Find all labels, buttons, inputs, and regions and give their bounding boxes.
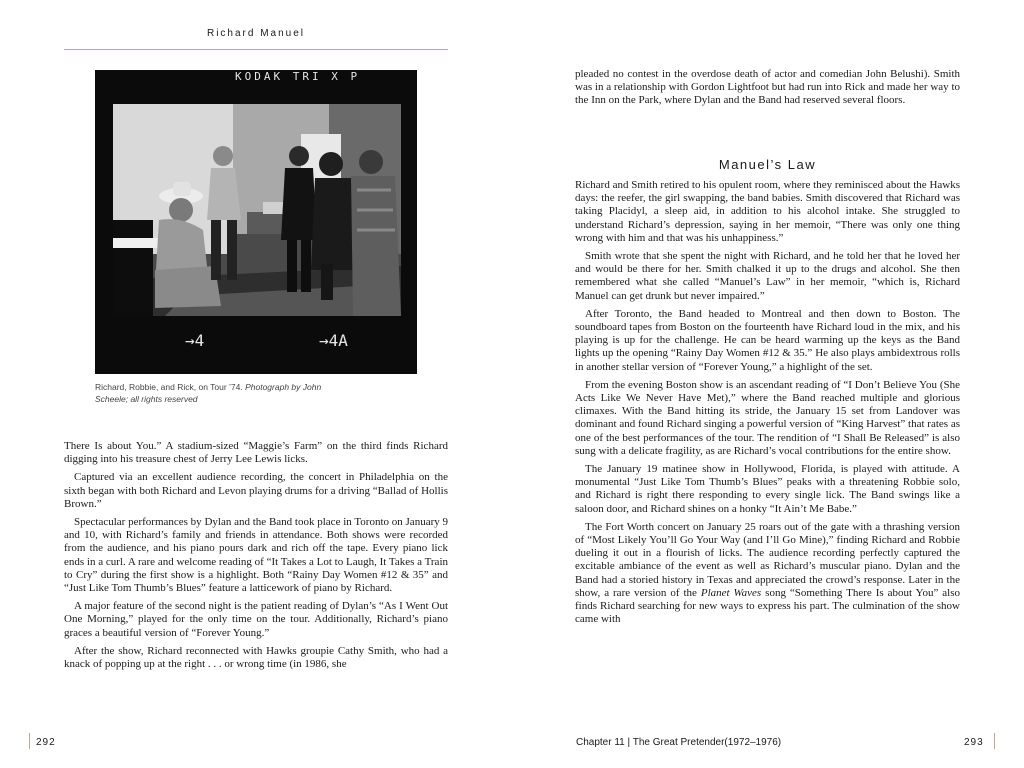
paragraph: Richard and Smith retired to his opulent room, where they reminisced about the Hawks days: the reefer, the girl swapping, the band babies. Smith discovered that Richard was taking Placidyl, a sleep aid, in addition to his alcohol intake. She struggled to understand Richard’s depression, saying in her memoir, “There was only one thing wrong with him and that was his unhappiness.” bbox=[575, 179, 960, 244]
paragraph: From the evening Boston show is an ascendant reading of “I Don’t Believe You (She Acts Like We Never Have Met),” where the Band reached multiple and glorious climaxes. With the Band hitting its stride, the January 15 set from Landover was dominant and found Richard singing a powerful version of “King Harvest” that rates as one of the best performances of the tour. The rendition of “I Shall Be Released” is also sung with a delicate fragility, as are Richard’s vocal contributions for the entire show. bbox=[575, 378, 960, 457]
paragraph bbox=[575, 521, 960, 627]
frame-marker-right: →4A bbox=[319, 331, 348, 350]
section-heading: Manuel’s Law bbox=[718, 157, 817, 172]
photograph bbox=[95, 70, 417, 374]
album-title: Planet Waves bbox=[700, 586, 762, 599]
paragraph: After Toronto, the Band headed to Montreal and then down to Boston. The soundboard tapes from Boston on the fourteenth have Richard loud in the mix, and his playing is up for the challenge. He can be heard warming up the keys as the Band lights up the opening “Rainy Day Women #12 & 35.” He also plays ambidextrous rolls in another stellar version of “Forever Young,” a highlight of the set. bbox=[575, 307, 960, 373]
header-rule bbox=[64, 49, 448, 50]
paragraph: Smith wrote that she spent the night with Richard, and he told her that he loved her and would be there for her. Smith chalked it up to the drugs and alcohol. She then remembered what she called “Manuel’s Law” in her memoir, “which is, Richard Manuel can get drunk but never impaired.” bbox=[575, 250, 960, 302]
photo-caption bbox=[95, 381, 335, 405]
paragraph: Spectacular performances by Dylan and the Band took place in Toronto on January 9 and 10, with Richard’s family and friends in attendance. Both shows were recorded from the audience, and his piano pours dark and rich off the tape. Every piano lick ends in a curl. A rare and welcome reading of “It Takes a Lot to Laugh, It Takes a Train to Cry” during the first show is a highlight. Both “Rainy Day Women #12 & 35” and “Just Like Tom Thumb’s Blues” feature a latticework of piano by Richard. bbox=[64, 516, 448, 595]
paragraph: A major feature of the second night is the patient reading of Dylan’s “As I Went Out One Morning,” played for the only time on the tour. Additionally, Richard’s piano graces a beautiful version of “Forever Young.” bbox=[64, 600, 448, 639]
right-body-text bbox=[575, 179, 960, 632]
paragraph: Captured via an excellent audience recording, the concert in Philadelphia on the sixth began with both Richard and Levon playing drums for a driving “Ballad of Hollis Brown.” bbox=[64, 471, 448, 510]
running-head: Richard Manuel bbox=[206, 28, 306, 39]
page-number: 293 bbox=[964, 737, 984, 748]
paragraph: The January 19 matinee show in Hollywood, Florida, is played with attitude. A monumental “Just Like Tom Thumb’s Blues” peaks with a threatening Robbie solo, and Richard is right there responding to every single lick. The Band swings like a saloon door, and Richard shines on a honky “It Ain’t Me Babe.” bbox=[575, 463, 960, 515]
caption-text: Richard, Robbie, and Rick, on Tour ’74. bbox=[95, 382, 246, 392]
paragraph: After the show, Richard reconnected with Hawks groupie Cathy Smith, who had a knack of popping up at the right . . . or wrong time (in 1986, she bbox=[64, 644, 448, 671]
caption-credit: Photograph by John Scheele; all rights reserved bbox=[95, 382, 322, 404]
page-number: 292 bbox=[36, 737, 56, 748]
paragraph: pleaded no contest in the overdose death of actor and comedian John Belushi). Smith was in a relationship with Gordon Lightfoot but had run into Rick and made her way to the Inn on the Park, where Dylan and the Band had reserved several floors. bbox=[575, 68, 960, 107]
folio-rule bbox=[29, 733, 30, 749]
text-run: song “Something There Is about You” also finds Richard searching for new ways to express his part. The culmination of the show came with bbox=[575, 586, 960, 626]
paragraph: There Is about You.” A stadium-sized “Maggie’s Farm” on the third finds Richard digging into his treasure chest of Jerry Lee Lewis licks. bbox=[64, 440, 448, 466]
film-edge-text: KODAK TRI X P bbox=[235, 70, 361, 83]
folio-rule bbox=[994, 733, 995, 749]
chapter-footer: Chapter 11 | The Great Pretender(1972–1976) bbox=[576, 737, 782, 748]
right-top-text bbox=[575, 68, 960, 113]
text-run: The Fort Worth concert on January 25 roars out of the gate with a thrashing version of “Most Likely You’ll Go Your Way (and I’ll Go Mine),” finding Richard and Robbie dueling it out in a flourish of licks. The audience recording perfectly captured the excitable ambiance of the event as well as Richard’s muscular piano. Dylan and the Band had a storied history in Texas and appreciated the crowd’s response. Later in the show, a rare version of the bbox=[575, 520, 960, 599]
frame-marker-left: →4 bbox=[185, 331, 205, 350]
left-body-text bbox=[64, 440, 448, 676]
